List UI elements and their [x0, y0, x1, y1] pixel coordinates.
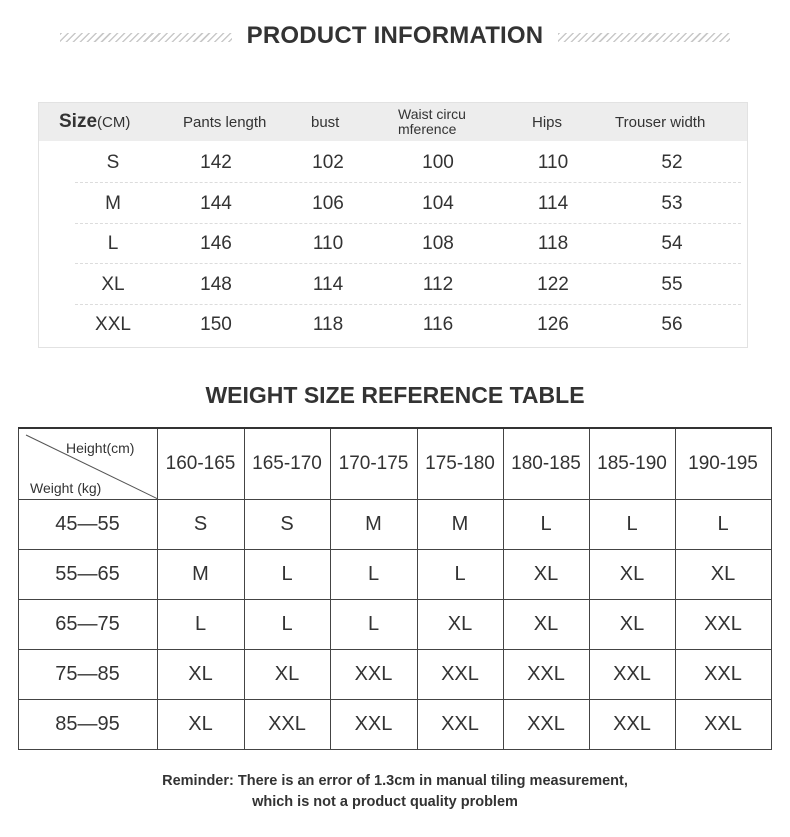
- size-cell: L: [194, 613, 207, 635]
- table-row: [39, 305, 747, 345]
- height-header: 190-195: [688, 453, 758, 474]
- size-cell: XXL: [704, 613, 742, 635]
- size-cell: XXL: [704, 713, 742, 735]
- size-cell: L: [281, 563, 293, 585]
- cell-hips: 126: [537, 314, 569, 335]
- header-waist-line2: mference: [398, 121, 457, 137]
- cell-hips: 114: [537, 192, 569, 214]
- size-cell: XL: [619, 613, 645, 635]
- size-cell: L: [454, 563, 466, 585]
- height-header: 180-185: [511, 453, 581, 474]
- cell-bust: 114: [312, 273, 344, 295]
- header-size-label: Size: [59, 111, 98, 132]
- cell-pants-length: 148: [200, 273, 232, 295]
- cell-size: M: [105, 192, 121, 214]
- cell-trouser-width: 52: [661, 152, 683, 173]
- height-header: 170-175: [338, 453, 409, 474]
- cell-trouser-width: 54: [661, 233, 683, 254]
- product-info-table: [38, 102, 748, 348]
- size-cell: XL: [619, 563, 645, 585]
- cell-hips: 118: [537, 233, 569, 254]
- size-cell: XL: [188, 713, 213, 735]
- cell-bust: 102: [312, 152, 344, 173]
- table-row: [39, 265, 747, 305]
- cell-pants-length: 144: [200, 192, 232, 214]
- cell-waist: 108: [422, 233, 454, 254]
- cell-trouser-width: 56: [661, 314, 683, 335]
- size-cell: M: [451, 513, 469, 535]
- header-waist: [398, 103, 466, 141]
- cell-waist: 100: [422, 152, 454, 173]
- cell-pants-length: 146: [200, 233, 232, 254]
- header-waist-line1: Waist circu: [398, 106, 466, 122]
- size-cell: XL: [533, 613, 559, 635]
- header-pants-length: Pants length: [183, 113, 267, 131]
- cell-waist: 104: [422, 192, 454, 214]
- header-hips: Hips: [532, 113, 563, 131]
- corner-height-label: Height(cm): [66, 440, 135, 456]
- size-cell: XL: [710, 563, 736, 585]
- height-header: 185-190: [597, 453, 667, 474]
- size-cell: XXL: [441, 713, 479, 735]
- product-info-header: [39, 103, 747, 141]
- size-cell: L: [717, 513, 729, 535]
- size-cell: XL: [274, 663, 300, 685]
- header-trouser-width: Trouser width: [615, 113, 706, 131]
- header-size-unit: (CM): [97, 113, 131, 131]
- cell-trouser-width: 55: [661, 273, 683, 295]
- table-corner-cell: [18, 429, 158, 499]
- reminder-note: [0, 771, 790, 813]
- cell-bust: 118: [312, 314, 344, 335]
- height-header: 165-170: [252, 453, 322, 474]
- size-cell: L: [540, 513, 552, 535]
- cell-size: XL: [101, 273, 125, 295]
- size-cell: XXL: [354, 713, 393, 735]
- cell-waist: 112: [422, 273, 454, 295]
- height-header: 160-165: [165, 453, 236, 474]
- weight-range: 85—95: [55, 713, 120, 735]
- size-cell: XXL: [268, 713, 306, 735]
- size-cell: XXL: [613, 713, 651, 735]
- reminder-line2: which is not a product quality problem: [252, 794, 518, 810]
- size-cell: XL: [533, 563, 559, 585]
- size-cell: M: [192, 563, 209, 585]
- size-cell: XXL: [613, 663, 651, 685]
- size-cell: S: [280, 513, 294, 535]
- table-row: [39, 224, 747, 264]
- table-row: [39, 143, 747, 183]
- header-bust: bust: [311, 113, 340, 131]
- size-cell: L: [367, 563, 380, 585]
- corner-weight-label: Weight (kg): [30, 480, 102, 496]
- size-cell: XL: [447, 613, 473, 635]
- reminder-line1: Reminder: There is an error of 1.3cm in manual tiling measurement,: [162, 773, 628, 789]
- size-cell: L: [367, 613, 380, 635]
- cell-size: L: [107, 233, 119, 254]
- size-cell: XXL: [704, 663, 742, 685]
- cell-size: XXL: [95, 314, 131, 335]
- product-info-title: PRODUCT INFORMATION: [246, 22, 544, 49]
- weight-range: 75—85: [55, 663, 120, 685]
- grid-column-line: [771, 429, 772, 750]
- size-cell: XXL: [441, 663, 479, 685]
- size-cell: S: [193, 513, 208, 535]
- cell-pants-length: 142: [200, 152, 232, 173]
- height-header: 175-180: [425, 453, 495, 474]
- size-cell: XXL: [527, 713, 565, 735]
- cell-size: S: [106, 152, 120, 173]
- cell-hips: 122: [537, 273, 569, 295]
- weight-range: 55—65: [55, 563, 120, 585]
- cell-hips: 110: [537, 152, 569, 173]
- size-cell: M: [365, 513, 382, 535]
- size-cell: XL: [188, 663, 213, 685]
- cell-trouser-width: 53: [661, 192, 683, 214]
- grid-row-line: [18, 749, 772, 750]
- cell-pants-length: 150: [200, 314, 232, 335]
- weight-range: 65—75: [55, 613, 120, 635]
- size-cell: L: [281, 613, 293, 635]
- table-row: [39, 184, 747, 224]
- cell-bust: 110: [312, 233, 344, 254]
- cell-waist: 116: [422, 314, 454, 335]
- weight-table-title: WEIGHT SIZE REFERENCE TABLE: [205, 382, 585, 408]
- size-cell: L: [626, 513, 638, 535]
- cell-bust: 106: [312, 192, 344, 214]
- weight-range: 45—55: [55, 513, 120, 535]
- header-size: [59, 103, 130, 141]
- size-cell: XXL: [354, 663, 393, 685]
- size-cell: XXL: [527, 663, 565, 685]
- weight-size-table: [18, 427, 772, 750]
